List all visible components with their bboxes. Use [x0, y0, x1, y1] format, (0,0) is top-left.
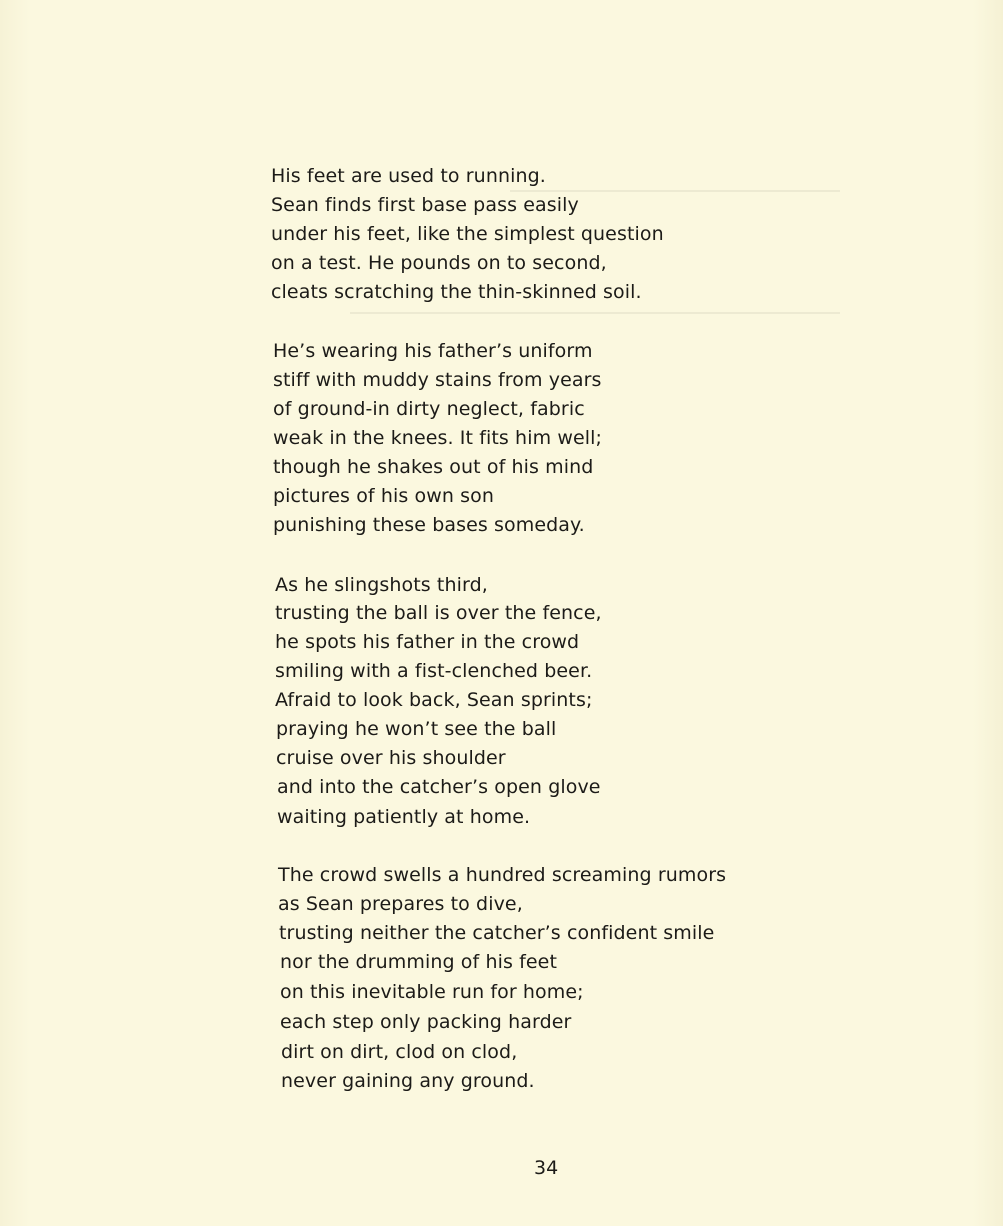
poem-line: each step only packing harder: [280, 1011, 572, 1033]
poem-line: nor the drumming of his feet: [280, 951, 558, 973]
poem-line: praying he won’t see the ball: [276, 718, 557, 740]
poem-line: smiling with a fist-clenched beer.: [275, 660, 593, 682]
poem-line: cleats scratching the thin-skinned soil.: [271, 281, 642, 303]
page-number: 34: [534, 1157, 559, 1179]
poem-line: under his feet, like the simplest question: [271, 223, 664, 245]
poem-line: on this inevitable run for home;: [280, 981, 584, 1003]
poem-line: Afraid to look back, Sean sprints;: [275, 689, 593, 711]
poem-line: on a test. He pounds on to second,: [271, 252, 607, 274]
poem-line: as Sean prepares to dive,: [278, 893, 523, 915]
poem-line: and into the catcher’s open glove: [277, 776, 601, 798]
poem-line: he spots his father in the crowd: [275, 631, 580, 653]
poem-line: pictures of his own son: [273, 485, 495, 507]
poem-line: waiting patiently at home.: [277, 806, 531, 828]
poem-line: punishing these bases someday.: [273, 514, 585, 536]
poem-line: weak in the knees. It fits him well;: [273, 427, 603, 449]
poem-line: never gaining any ground.: [281, 1070, 535, 1092]
poem-line: stiff with muddy stains from years: [273, 369, 602, 391]
poem-line: of ground-in dirty neglect, fabric: [273, 398, 585, 420]
poem-line: trusting the ball is over the fence,: [275, 602, 602, 624]
poem-line: He’s wearing his father’s uniform: [273, 340, 593, 362]
poem-line: His feet are used to running.: [271, 165, 546, 187]
poem-line: As he slingshots third,: [275, 574, 488, 596]
poem-line: though he shakes out of his mind: [273, 456, 594, 478]
poem-line: dirt on dirt, clod on clod,: [281, 1041, 518, 1063]
poem-line: Sean finds first base pass easily: [271, 194, 579, 216]
poem-line: cruise over his shoulder: [276, 747, 506, 769]
poem-line: trusting neither the catcher’s confident smile: [279, 922, 715, 944]
poem-line: The crowd swells a hundred screaming rumors: [278, 864, 727, 886]
